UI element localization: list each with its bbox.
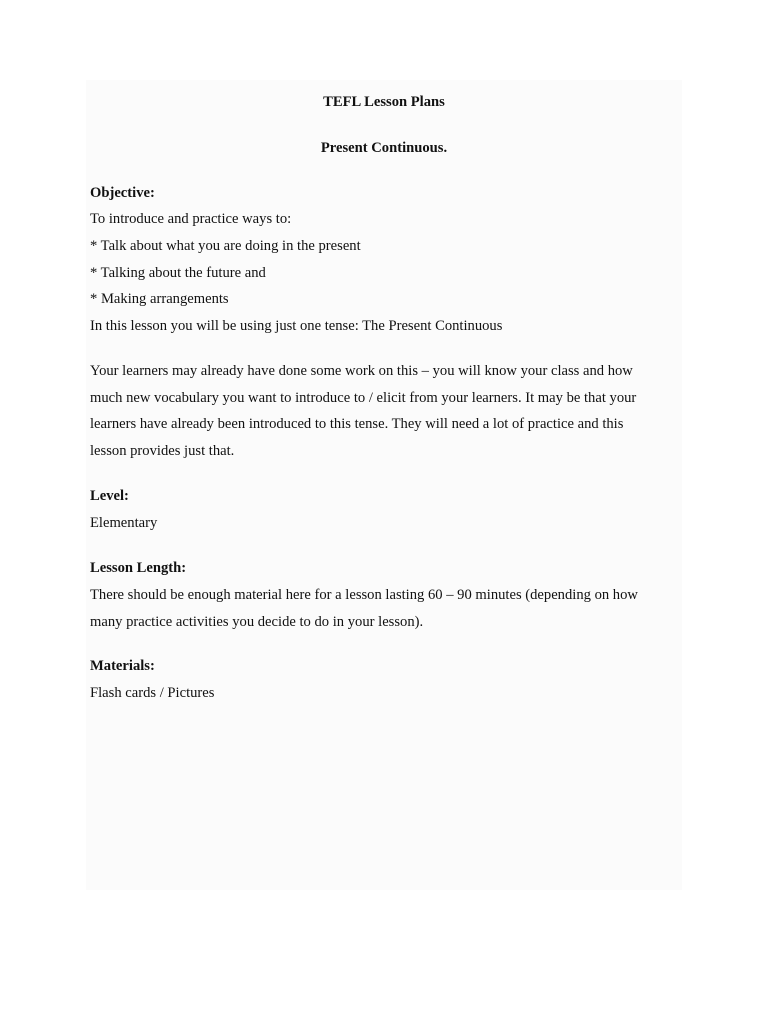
objective-bullet: * Talk about what you are doing in the present — [90, 238, 361, 254]
content-area — [86, 80, 682, 890]
level-value: Elementary — [90, 515, 158, 531]
description-line: learners have already been introduced to this tense. They will need a lot of practice and this — [90, 416, 624, 432]
description-line: Your learners may already have done some work on this – you will know your class and how — [90, 363, 633, 379]
objective-heading: Objective: — [90, 185, 155, 201]
level-heading: Level: — [90, 488, 129, 504]
document-title: TEFL Lesson Plans — [323, 94, 445, 110]
document-subtitle: Present Continuous. — [320, 140, 448, 156]
objective-bullet: * Making arrangements — [90, 291, 229, 307]
lesson-length-line: There should be enough material here for a lesson lasting 60 – 90 minutes (depending on how — [90, 587, 638, 603]
materials-heading: Materials: — [90, 658, 155, 674]
lesson-length-heading: Lesson Length: — [90, 560, 187, 576]
description-line: lesson provides just that. — [90, 443, 235, 459]
description-line: much new vocabulary you want to introduce to / elicit from your learners. It may be that your — [90, 390, 637, 406]
lesson-length-line: many practice activities you decide to do in your lesson). — [90, 614, 424, 630]
objective-bullet: * Talking about the future and — [90, 265, 266, 281]
objective-note: In this lesson you will be using just one tense: The Present Continuous — [90, 318, 503, 334]
materials-value: Flash cards / Pictures — [90, 685, 215, 701]
objective-intro: To introduce and practice ways to: — [90, 211, 292, 227]
